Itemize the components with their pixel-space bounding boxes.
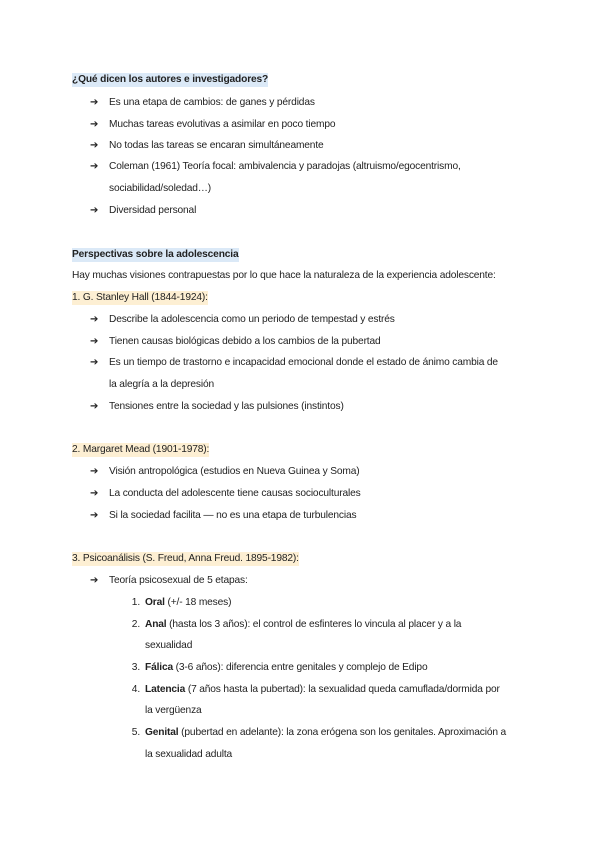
arrow-right-icon: ➔ <box>90 466 99 477</box>
section-heading-perspectives: Perspectivas sobre la adolescencia <box>72 249 239 260</box>
arrow-right-icon: ➔ <box>90 97 99 108</box>
list-item: ➔ Si la sociedad facilita — no es una etapa de turbulencias <box>90 510 357 521</box>
list-item: ➔ La conducta del adolescente tiene causas socioculturales <box>90 488 361 499</box>
stage-item: 5. Genital (pubertad en adelante): la zona erógena son los genitales. Aproximación a <box>131 727 507 738</box>
stage-item-continuation: la sexualidad adulta <box>145 749 233 760</box>
stage-item: 1. Oral (+/- 18 meses) <box>131 597 232 608</box>
subheading-mead: 2. Margaret Mead (1901-1978): <box>72 444 210 455</box>
list-item: ➔ Coleman (1961) Teoría focal: ambivalencia y paradojas (altruismo/egocentrismo, <box>90 161 461 172</box>
list-item: ➔ Teoría psicosexual de 5 etapas: <box>90 575 248 586</box>
arrow-right-icon: ➔ <box>90 336 99 347</box>
stage-item-continuation: sexualidad <box>145 640 193 651</box>
list-item: ➔ Diversidad personal <box>90 205 197 216</box>
arrow-right-icon: ➔ <box>90 140 99 151</box>
arrow-right-icon: ➔ <box>90 161 99 172</box>
list-item: ➔ Tensiones entre la sociedad y las pulsiones (instintos) <box>90 401 344 412</box>
stage-item: 2. Anal (hasta los 3 años): el control de esfinteres lo vincula al placer y a la <box>131 619 462 630</box>
arrow-right-icon: ➔ <box>90 401 99 412</box>
intro-paragraph: Hay muchas visiones contrapuestas por lo que hace la naturaleza de la experiencia adolescente: <box>72 270 496 281</box>
arrow-right-icon: ➔ <box>90 119 99 130</box>
arrow-right-icon: ➔ <box>90 488 99 499</box>
arrow-right-icon: ➔ <box>90 314 99 325</box>
subheading-hall: 1. G. Stanley Hall (1844-1924): <box>72 292 208 303</box>
list-item: ➔ Visión antropológica (estudios en Nueva Guinea y Soma) <box>90 466 360 477</box>
arrow-right-icon: ➔ <box>90 510 99 521</box>
list-item: ➔ Es una etapa de cambios: de ganes y pérdidas <box>90 97 315 108</box>
subheading-psychoanalysis: 3. Psicoanálisis (S. Freud, Anna Freud. 1895-1982): <box>72 553 299 564</box>
list-item-continuation: sociabilidad/soledad…) <box>109 183 212 194</box>
list-item: ➔ Muchas tareas evolutivas a asimilar en poco tiempo <box>90 119 336 130</box>
list-item: ➔ Describe la adolescencia como un periodo de tempestad y estrés <box>90 314 395 325</box>
stage-item-continuation: la vergüenza <box>145 705 202 716</box>
list-item-continuation: la alegría a la depresión <box>109 379 214 390</box>
stage-item: 3. Fálica (3-6 años): diferencia entre genitales y complejo de Edipo <box>131 662 428 673</box>
arrow-right-icon: ➔ <box>90 205 99 216</box>
section-heading-authors: ¿Qué dicen los autores e investigadores? <box>72 74 269 85</box>
list-item: ➔ Es un tiempo de trastorno e incapacidad emocional donde el estado de ánimo cambia de <box>90 357 498 368</box>
stage-item: 4. Latencia (7 años hasta la pubertad): la sexualidad queda camuflada/dormida por <box>131 684 500 695</box>
list-item: ➔ Tienen causas biológicas debido a los cambios de la pubertad <box>90 336 381 347</box>
arrow-right-icon: ➔ <box>90 357 99 368</box>
list-item: ➔ No todas las tareas se encaran simultáneamente <box>90 140 324 151</box>
arrow-right-icon: ➔ <box>90 575 99 586</box>
